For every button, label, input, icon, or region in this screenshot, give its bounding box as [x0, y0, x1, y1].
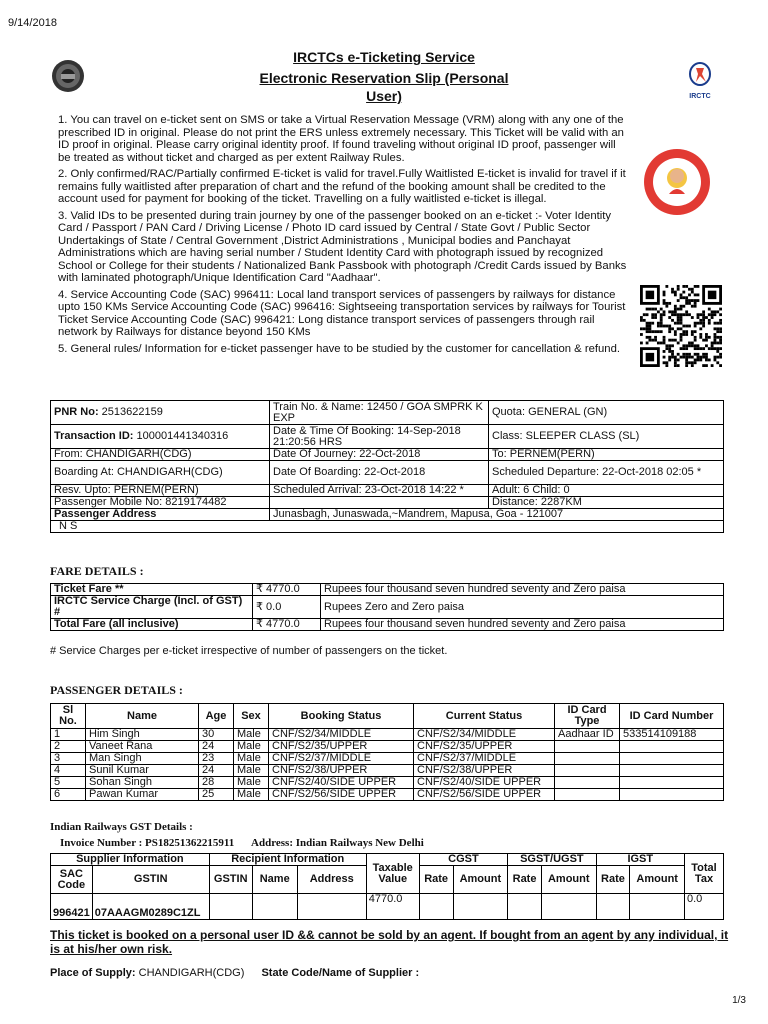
table-cell: CNF/S2/37/MIDDLE: [414, 753, 555, 765]
class-cell: Class: SLEEPER CLASS (SL): [489, 425, 724, 449]
passenger-table: [50, 703, 724, 801]
pnr-label: PNR No:: [54, 406, 99, 418]
table-cell: CNF/S2/56/SIDE UPPER: [269, 789, 414, 801]
print-date: 9/14/2018: [8, 17, 57, 29]
total-fare-label: Total Fare (all inclusive): [51, 619, 253, 631]
table-row: [51, 741, 724, 753]
cgst-amount-value: [453, 894, 508, 920]
page-number: 1/3: [732, 995, 746, 1006]
table-cell: 4: [51, 765, 86, 777]
table-cell: CNF/S2/38/UPPER: [414, 765, 555, 777]
recipient-name-value: [252, 894, 297, 920]
table-cell: Sohan Singh: [86, 777, 199, 789]
supplier-info-header: Supplier Information: [51, 854, 210, 866]
table-cell: [555, 777, 620, 789]
igst-amount-value: [630, 894, 685, 920]
col-header: Age: [199, 704, 234, 729]
table-cell: [555, 765, 620, 777]
invoice-number: Invoice Number : PS18251362215911: [60, 837, 235, 849]
table-cell: CNF/S2/37/MIDDLE: [269, 753, 414, 765]
table-cell: Male: [234, 729, 269, 741]
recipient-address-header: Address: [297, 866, 366, 894]
table-cell: CNF/S2/34/MIDDLE: [269, 729, 414, 741]
table-cell: [555, 753, 620, 765]
table-cell: CNF/S2/40/SIDE UPPER: [269, 777, 414, 789]
invoice-line: [60, 837, 424, 849]
booking-datetime-cell: Date & Time Of Booking: 14-Sep-2018 21:20:56 HRS: [270, 425, 489, 449]
col-header: ID Card Type: [555, 704, 620, 729]
table-cell: CNF/S2/35/UPPER: [269, 741, 414, 753]
table-cell: [620, 789, 724, 801]
table-row: [51, 777, 724, 789]
total-fare-words: Rupees four thousand seven hundred seventy and Zero paisa: [321, 619, 724, 631]
fare-details-title: FARE DETAILS :: [50, 564, 144, 578]
service-charge-label: IRCTC Service Charge (Incl. of GST) #: [51, 596, 253, 619]
col-header: Name: [86, 704, 199, 729]
fare-table: [50, 583, 724, 631]
boarding-cell: Boarding At: CHANDIGARH(CDG): [51, 461, 270, 485]
igst-amount-header: Amount: [630, 866, 685, 894]
cgst-rate-header: Rate: [419, 866, 453, 894]
recipient-name-header: Name: [252, 866, 297, 894]
table-row: [51, 789, 724, 801]
gst-details-title: Indian Railways GST Details :: [50, 821, 193, 833]
sgst-rate-header: Rate: [508, 866, 542, 894]
col-header: Sex: [234, 704, 269, 729]
sgst-amount-header: Amount: [541, 866, 596, 894]
table-cell: 2: [51, 741, 86, 753]
instruction-1: 1. You can travel on e-ticket sent on SMS or take a Virtual Reservation Message (VRM) along with any one of the prescribed ID in original. Please do not print the ERS unless extremely necessary. This Ticket will be valid with an ID proof in original. Please carry original identity proof. If found traveling without original ID proof, passenger will be treated as without ticket and charged as per extent Railway Rules.: [58, 114, 624, 164]
total-tax-header: Total Tax: [685, 854, 724, 894]
table-cell: Male: [234, 753, 269, 765]
date-of-boarding-cell: Date Of Boarding: 22-Oct-2018: [270, 461, 489, 485]
col-header: Booking Status: [269, 704, 414, 729]
table-cell: Male: [234, 777, 269, 789]
scheduled-arrival-cell: Scheduled Arrival: 23-Oct-2018 14:22 *: [270, 485, 489, 497]
state-code-label: State Code/Name of Supplier :: [261, 967, 420, 979]
table-cell: CNF/S2/40/SIDE UPPER: [414, 777, 555, 789]
taxable-value: 4770.0: [366, 894, 419, 920]
date-of-journey-cell: Date Of Journey: 22-Oct-2018: [270, 449, 489, 461]
col-header: Current Status: [414, 704, 555, 729]
table-cell: CNF/S2/35/UPPER: [414, 741, 555, 753]
agent-warning: This ticket is booked on a personal user ID && cannot be sold by an agent. If bought from an agent by any individual, it is at his/her own risk.: [50, 928, 729, 956]
empty-cell: [270, 497, 489, 509]
table-cell: Male: [234, 765, 269, 777]
table-row: [51, 729, 724, 741]
gstin-header: GSTIN: [92, 866, 209, 894]
journey-details-table: [50, 400, 724, 533]
table-cell: Male: [234, 789, 269, 801]
table-cell: CNF/S2/56/SIDE UPPER: [414, 789, 555, 801]
gstin-value: 07AAAGM0289C1ZL: [92, 894, 209, 920]
sgst-amount-value: [541, 894, 596, 920]
distance-cell: Distance: 2287KM: [489, 497, 724, 509]
place-of-supply: [50, 967, 419, 979]
table-cell: Aadhaar ID: [555, 729, 620, 741]
cgst-amount-header: Amount: [453, 866, 508, 894]
fare-words: Rupees four thousand seven hundred seventy and Zero paisa: [321, 584, 724, 596]
table-row: [51, 765, 724, 777]
irctc-logo-label: IRCTC: [689, 93, 711, 100]
table-cell: [555, 789, 620, 801]
table-cell: 533514109188: [620, 729, 724, 741]
sgst-header: SGST/UGST: [508, 854, 596, 866]
igst-rate-header: Rate: [596, 866, 630, 894]
ns-cell: N S: [51, 521, 724, 533]
recipient-address-value: [297, 894, 366, 920]
table-cell: 3: [51, 753, 86, 765]
table-cell: [620, 741, 724, 753]
fare-label: Ticket Fare **: [51, 584, 253, 596]
table-cell: Him Singh: [86, 729, 199, 741]
table-cell: 1: [51, 729, 86, 741]
table-cell: 30: [199, 729, 234, 741]
from-cell: From: CHANDIGARH(CDG): [51, 449, 270, 461]
irctc-logo: [680, 60, 720, 98]
service-charge-words: Rupees Zero and Zero paisa: [321, 596, 724, 619]
table-cell: [620, 777, 724, 789]
irctc-logo-icon: [680, 60, 720, 90]
train-cell: Train No. & Name: 12450 / GOA SMPRK K EXP: [270, 401, 489, 425]
passenger-count-cell: Adult: 6 Child: 0: [489, 485, 724, 497]
taxable-value-header: Taxable Value: [366, 854, 419, 894]
recipient-gstin-header: GSTIN: [209, 866, 252, 894]
table-cell: [620, 765, 724, 777]
table-cell: [555, 741, 620, 753]
service-charge-note: # Service Charges per e-ticket irrespective of number of passengers on the ticket.: [50, 645, 448, 657]
table-cell: Man Singh: [86, 753, 199, 765]
transaction-cell: [51, 425, 270, 449]
table-cell: 5: [51, 777, 86, 789]
table-cell: 23: [199, 753, 234, 765]
instruction-5: 5. General rules/ Information for e-ticket passenger have to be studied by the customer for cancellation & refund.: [58, 342, 621, 355]
pnr-cell: [51, 401, 270, 425]
quota-cell: Quota: GENERAL (GN): [489, 401, 724, 425]
table-cell: 24: [199, 765, 234, 777]
table-cell: Vaneet Rana: [86, 741, 199, 753]
table-cell: CNF/S2/38/UPPER: [269, 765, 414, 777]
qr-code-icon: [640, 285, 722, 367]
table-cell: 24: [199, 741, 234, 753]
passenger-address-label: Passenger Address: [51, 509, 270, 521]
igst-header: IGST: [596, 854, 684, 866]
gst-table: [50, 853, 724, 920]
instruction-2: 2. Only confirmed/RAC/Partially confirmed E-ticket is valid for travel.Fully Waitlisted E-ticket is invalid for travel if it remains fully waitlisted after preparation of chart and the refund of the booking amount shall be credited to the account used for payment for booking of the ticket. Travelling on a fully waitlisted e-ticket is illegal.: [58, 168, 626, 205]
instruction-3: 3. Valid IDs to be presented during train journey by one of the passenger booked on an e-ticket :- Voter Identity Card / Passport / PAN Card / Driving License / Photo ID card issued by Central / State Govt / Public Sector Undertakings of State / Central Government ,District Administrations , Municipal bodies and Panchayat Administrations which are having serial number / Student Identity Card with photograph issued by recognized School or College for their students / Nationalized Bank Passbook with photograph /Credit Cards issued by Banks with laminated photograph/Unique Identification Card "Aadhaar".: [58, 209, 627, 284]
recipient-info-header: Recipient Information: [209, 854, 366, 866]
table-cell: CNF/S2/34/MIDDLE: [414, 729, 555, 741]
table-row: [51, 753, 724, 765]
page-title: IRCTCs e-Ticketing Service: [293, 49, 475, 65]
total-fare-amount: ₹ 4770.0: [253, 619, 321, 631]
beti-bachao-logo-icon: [643, 148, 711, 216]
sac-code-header: SAC Code: [51, 866, 93, 894]
transaction-value: 100001441340316: [136, 430, 229, 442]
sac-code-value: 996421: [51, 894, 93, 920]
table-cell: [620, 753, 724, 765]
table-cell: Pawan Kumar: [86, 789, 199, 801]
col-header: ID Card Number: [620, 704, 724, 729]
mobile-cell: Passenger Mobile No: 8219174482: [51, 497, 270, 509]
table-cell: 25: [199, 789, 234, 801]
cgst-header: CGST: [419, 854, 507, 866]
transaction-label: Transaction ID:: [54, 430, 134, 442]
passenger-details-title: PASSENGER DETAILS :: [50, 683, 183, 697]
ticket-instructions: [58, 114, 628, 359]
passenger-address-value: Junasbagh, Junaswada,~Mandrem, Mapusa, Goa - 121007: [270, 509, 724, 521]
reservation-upto-cell: Resv. Upto: PERNEM(PERN): [51, 485, 270, 497]
place-of-supply-value: CHANDIGARH(CDG): [138, 967, 245, 979]
table-cell: Sunil Kumar: [86, 765, 199, 777]
scheduled-departure-cell: Scheduled Departure: 22-Oct-2018 02:05 *: [489, 461, 724, 485]
total-tax-value: 0.0: [685, 894, 724, 920]
cgst-rate-value: [419, 894, 453, 920]
to-cell: To: PERNEM(PERN): [489, 449, 724, 461]
instruction-4: 4. Service Accounting Code (SAC) 996411: Local land transport services of passengers by railways for distance upto 150 KMs Service Accounting Code (SAC) 996416: Sightseeing transportation services by railways for Tourist Ticket Service Accounting Code (SAC) 996421: Long distance transport services of passengers through rail network by Railways for distance beyond 150 KMs: [58, 288, 626, 338]
table-cell: Male: [234, 741, 269, 753]
gst-address: Address: Indian Railways New Delhi: [251, 837, 424, 849]
page-subtitle: Electronic Reservation Slip (Personal User): [259, 70, 509, 104]
fare-amount: ₹ 4770.0: [253, 584, 321, 596]
service-charge-amount: ₹ 0.0: [253, 596, 321, 619]
sgst-rate-value: [508, 894, 542, 920]
igst-rate-value: [596, 894, 630, 920]
table-cell: 6: [51, 789, 86, 801]
place-of-supply-label: Place of Supply:: [50, 967, 136, 979]
col-header: Sl No.: [51, 704, 86, 729]
table-cell: 28: [199, 777, 234, 789]
pnr-value: 2513622159: [101, 406, 163, 418]
recipient-gstin-value: [209, 894, 252, 920]
